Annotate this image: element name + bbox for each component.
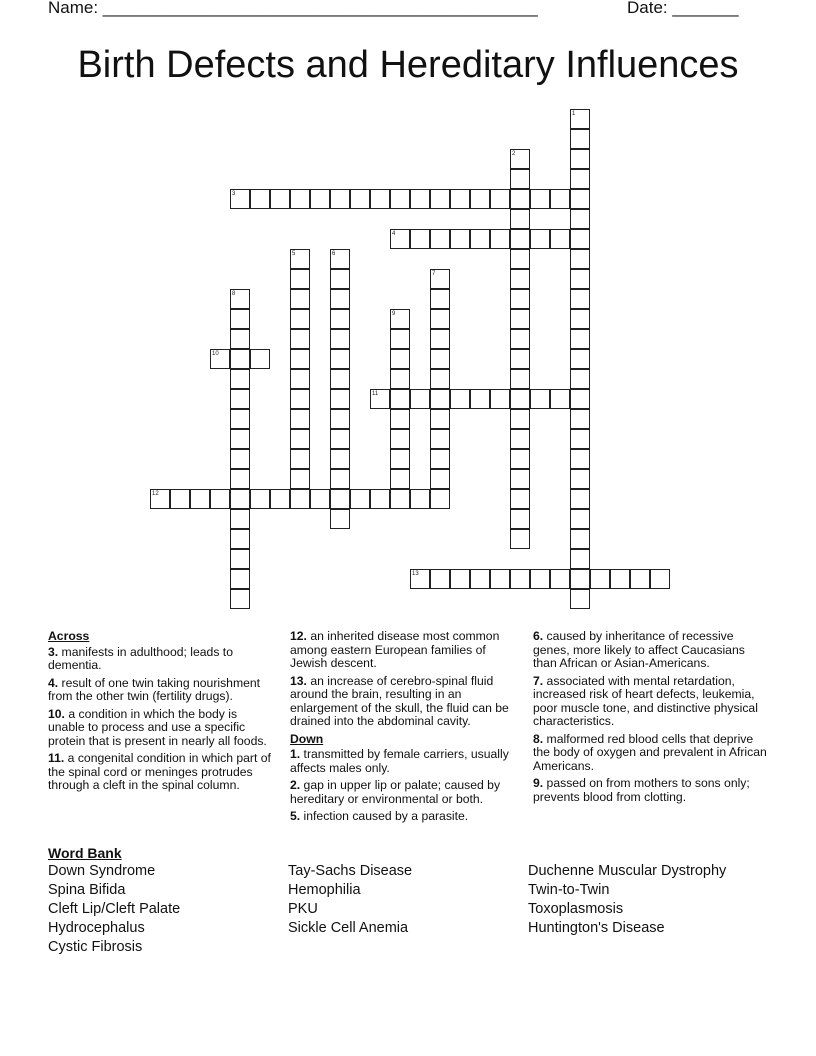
crossword-cell[interactable] [510,149,530,169]
crossword-cell[interactable] [510,469,530,489]
word-bank-item: Sickle Cell Anemia [288,920,409,936]
crossword-cell[interactable] [210,489,230,509]
crossword-cell[interactable] [430,449,450,469]
crossword-cell[interactable] [330,349,350,369]
crossword-cell[interactable] [230,309,250,329]
crossword-cell[interactable] [230,569,250,589]
crossword-cell[interactable] [570,429,590,449]
crossword-cell[interactable] [330,449,350,469]
crossword-cell[interactable] [510,569,530,589]
clues-column-2 [290,630,522,828]
crossword-cell[interactable] [510,449,530,469]
crossword-cell[interactable] [510,389,530,409]
crossword-cell[interactable] [450,569,470,589]
crossword-cell[interactable] [230,449,250,469]
crossword-cell[interactable] [230,469,250,489]
crossword-cell[interactable] [470,389,490,409]
clue-down-1: 1. transmitted by female carriers, usually affects males only. [290,747,509,775]
crossword-cell[interactable] [390,489,410,509]
crossword-cell[interactable] [390,389,410,409]
crossword-cell[interactable] [430,429,450,449]
crossword-cell[interactable] [490,389,510,409]
crossword-cell[interactable] [230,549,250,569]
crossword-cell[interactable] [250,489,270,509]
crossword-cell[interactable] [410,489,430,509]
crossword-cell[interactable] [530,569,550,589]
across-heading: Across [48,629,90,643]
crossword-cell[interactable] [570,349,590,369]
crossword-cell[interactable] [570,449,590,469]
crossword-cell[interactable] [330,369,350,389]
crossword-cell[interactable] [510,349,530,369]
crossword-cell[interactable] [230,509,250,529]
crossword-cell[interactable] [570,149,590,169]
word-bank-heading: Word Bank [48,845,122,861]
crossword-cell[interactable] [430,329,450,349]
word-bank-column-3 [528,862,726,938]
crossword-cell[interactable] [550,389,570,409]
crossword-cell[interactable] [330,329,350,349]
clue-down-9: 9. passed on from mothers to sons only; prevents blood from clotting. [533,776,750,804]
word-bank-item: Down Syndrome [48,863,156,879]
crossword-cell[interactable] [510,309,530,329]
clue-down-2: 2. gap in upper lip or palate; caused by hereditary or environmental or both. [290,778,501,806]
clue-across-10: 10. a condition in which the body is unable to process and use a specific protein that is present in nearly all foods. [48,706,267,748]
crossword-cell[interactable] [270,489,290,509]
crossword-cell[interactable] [330,489,350,509]
crossword-cell[interactable] [290,249,310,269]
crossword-cell[interactable] [430,309,450,329]
crossword-cell[interactable] [510,229,530,249]
crossword-cell[interactable] [390,309,410,329]
crossword-cell[interactable] [570,289,590,309]
crossword-cell[interactable] [330,249,350,269]
crossword-cell[interactable] [510,489,530,509]
word-bank-item: Toxoplasmosis [528,901,624,917]
crossword-cell[interactable] [430,409,450,429]
crossword-cell[interactable] [330,269,350,289]
crossword-cell[interactable] [390,469,410,489]
crossword-cell[interactable] [390,349,410,369]
crossword-cell[interactable] [390,449,410,469]
crossword-cell[interactable] [250,189,270,209]
crossword-cell[interactable] [490,229,510,249]
word-bank-item: Cleft Lip/Cleft Palate [48,901,181,917]
crossword-cell[interactable] [470,229,490,249]
word-bank-column-1 [48,862,180,957]
crossword-cell[interactable] [330,409,350,429]
crossword-cell[interactable] [390,369,410,389]
crossword-cell[interactable] [290,449,310,469]
crossword-cell[interactable] [230,429,250,449]
crossword-cell[interactable] [290,309,310,329]
crossword-cell[interactable] [310,189,330,209]
clues-column-1 [48,630,274,797]
crossword-cell[interactable] [230,589,250,609]
word-bank-item: Spina Bifida [48,882,126,898]
crossword-cell[interactable] [230,489,250,509]
crossword-cell[interactable] [590,569,610,589]
clue-number: 11 [372,391,379,397]
word-bank-item: Hemophilia [288,882,361,898]
crossword-cell[interactable] [570,229,590,249]
crossword-cell[interactable] [510,249,530,269]
crossword-cell[interactable] [230,409,250,429]
crossword-cell[interactable] [510,369,530,389]
crossword-cell[interactable] [430,389,450,409]
crossword-cell[interactable] [290,189,310,209]
crossword-cell[interactable] [330,389,350,409]
crossword-cell[interactable] [570,509,590,529]
crossword-cell[interactable] [570,269,590,289]
crossword-cell[interactable] [430,269,450,289]
crossword-cell[interactable] [310,489,330,509]
crossword-cell[interactable] [490,569,510,589]
clue-number: 1 [572,111,576,117]
crossword-cell[interactable] [570,129,590,149]
word-bank-item: Cystic Fibrosis [48,939,143,955]
crossword-cell[interactable] [370,389,390,409]
crossword-cell[interactable] [290,389,310,409]
clue-across-12: 12. an inherited disease most common among eastern European families of Jewish descent. [290,629,500,670]
crossword-cell[interactable] [190,489,210,509]
word-bank-item: Tay-Sachs Disease [288,863,413,879]
crossword-cell[interactable] [570,529,590,549]
clue-down-6: 6. caused by inheritance of recessive genes, more likely to affect Caucasians than African or Asian-Americans. [533,629,745,670]
crossword-cell[interactable] [290,429,310,449]
crossword-cell[interactable] [510,529,530,549]
crossword-cell[interactable] [230,349,250,369]
clue-across-4: 4. result of one twin taking nourishment from the other twin (fertility drugs). [48,675,261,703]
crossword-cell[interactable] [430,229,450,249]
crossword-cell[interactable] [410,189,430,209]
crossword-cell[interactable] [390,429,410,449]
page-title: Birth Defects and Hereditary Influences [77,44,739,86]
crossword-cell[interactable] [230,289,250,309]
word-bank-item: Huntington's Disease [528,920,665,936]
crossword-cell[interactable] [470,569,490,589]
clue-number: 3 [232,191,236,197]
crossword-cell[interactable] [290,289,310,309]
crossword-cell[interactable] [230,189,250,209]
crossword-cell[interactable] [430,289,450,309]
crossword-cell[interactable] [570,169,590,189]
word-bank-item: Hydrocephalus [48,920,145,936]
clue-number: 10 [212,351,219,357]
clue-down-5: 5. infection caused by a parasite. [290,809,469,823]
crossword-cell[interactable] [230,329,250,349]
word-bank-item: PKU [288,901,318,917]
crossword-cell[interactable] [370,189,390,209]
clue-number: 8 [232,291,236,297]
crossword-cell[interactable] [430,189,450,209]
crossword-cell[interactable] [350,189,370,209]
clue-number: 13 [412,571,419,577]
crossword-cell[interactable] [330,429,350,449]
crossword-cell[interactable] [530,389,550,409]
crossword-cell[interactable] [290,489,310,509]
crossword-cell[interactable] [510,429,530,449]
crossword-cell[interactable] [270,189,290,209]
crossword-cell[interactable] [570,569,590,589]
crossword-cell[interactable] [570,209,590,229]
word-bank-column-2 [288,862,412,938]
crossword-cell[interactable] [230,369,250,389]
crossword-cell[interactable] [570,469,590,489]
crossword-cell[interactable] [330,469,350,489]
crossword-cell[interactable] [230,389,250,409]
crossword-cell[interactable] [430,349,450,369]
crossword-cell[interactable] [290,369,310,389]
crossword-cell[interactable] [330,289,350,309]
clue-down-8: 8. malformed red blood cells that deprive the body of oxygen and prevalent in African Americans. [533,731,767,773]
clue-number: 2 [512,151,516,157]
crossword-cell[interactable] [610,569,630,589]
crossword-cell[interactable] [570,489,590,509]
crossword-cell[interactable] [570,249,590,269]
crossword-cell[interactable] [410,569,430,589]
crossword-cell[interactable] [570,389,590,409]
crossword-cell[interactable] [230,529,250,549]
clues-column-3 [533,630,769,808]
clue-across-13: 13. an increase of cerebro-spinal fluid around the brain, resulting in an enlargement of the skull, the fluid can be drained into the abdominal cavity. [290,673,509,728]
clue-number: 4 [392,231,396,237]
crossword-cell[interactable] [410,389,430,409]
crossword-cell[interactable] [330,309,350,329]
name-line: Name: ______________________________________________ [48,0,538,17]
crossword-cell[interactable] [550,229,570,249]
crossword-cell[interactable] [510,409,530,429]
crossword-cell[interactable] [290,349,310,369]
clue-number: 12 [152,491,159,497]
crossword-cell[interactable] [150,489,170,509]
word-bank-item: Twin-to-Twin [528,882,610,898]
crossword-cell[interactable] [410,229,430,249]
clue-across-11: 11. a congenital condition in which part of the spinal cord or meninges protrudes through a cleft in the spinal column. [48,751,271,792]
crossword-cell[interactable] [510,209,530,229]
crossword-cell[interactable] [330,509,350,529]
crossword-cell[interactable] [550,189,570,209]
crossword-cell[interactable] [570,369,590,389]
word-bank-item: Duchenne Muscular Dystrophy [528,863,727,879]
crossword-cell[interactable] [390,329,410,349]
crossword-cell[interactable] [430,569,450,589]
crossword-cell[interactable] [350,489,370,509]
crossword-cell[interactable] [570,549,590,569]
crossword-cell[interactable] [570,329,590,349]
crossword-cell[interactable] [530,229,550,249]
crossword-cell[interactable] [450,229,470,249]
clue-down-7: 7. associated with mental retardation, increased risk of heart defects, leukemia, poor muscle tone, and distinctive physical characteristics. [533,673,758,728]
crossword-cell[interactable] [390,189,410,209]
crossword-cell[interactable] [430,369,450,389]
crossword-cell[interactable] [570,409,590,429]
crossword-cell[interactable] [290,469,310,489]
crossword-cell[interactable] [430,469,450,489]
date-line: Date: _______ [627,0,739,17]
clue-number: 7 [432,271,436,277]
crossword-cell[interactable] [490,189,510,209]
crossword-cell[interactable] [430,489,450,509]
crossword-cell[interactable] [450,189,470,209]
crossword-cell[interactable] [330,189,350,209]
crossword-cell[interactable] [510,269,530,289]
crossword-cell[interactable] [570,309,590,329]
crossword-cell[interactable] [290,329,310,349]
crossword-cell[interactable] [510,289,530,309]
crossword-cell[interactable] [650,569,670,589]
crossword-cell[interactable] [450,389,470,409]
crossword-cell[interactable] [390,409,410,429]
crossword-cell[interactable] [370,489,390,509]
crossword-cell[interactable] [510,329,530,349]
crossword-cell[interactable] [510,169,530,189]
crossword-cell[interactable] [170,489,190,509]
crossword-cell[interactable] [290,269,310,289]
clue-number: 5 [292,251,296,257]
crossword-cell[interactable] [470,189,490,209]
crossword-cell[interactable] [290,409,310,429]
crossword-cell[interactable] [510,509,530,529]
clue-number: 9 [392,311,396,317]
crossword-cell[interactable] [570,589,590,609]
crossword-cell[interactable] [570,189,590,209]
clue-number: 6 [332,251,336,257]
down-heading: Down [290,731,324,746]
crossword-cell[interactable] [630,569,650,589]
crossword-cell[interactable] [570,109,590,129]
crossword-cell[interactable] [550,569,570,589]
crossword-cell[interactable] [390,229,410,249]
crossword-cell[interactable] [530,189,550,209]
clue-across-3: 3. manifests in adulthood; leads to dementia. [48,644,233,672]
crossword-cell[interactable] [210,349,230,369]
crossword-cell[interactable] [250,349,270,369]
crossword-cell[interactable] [510,189,530,209]
